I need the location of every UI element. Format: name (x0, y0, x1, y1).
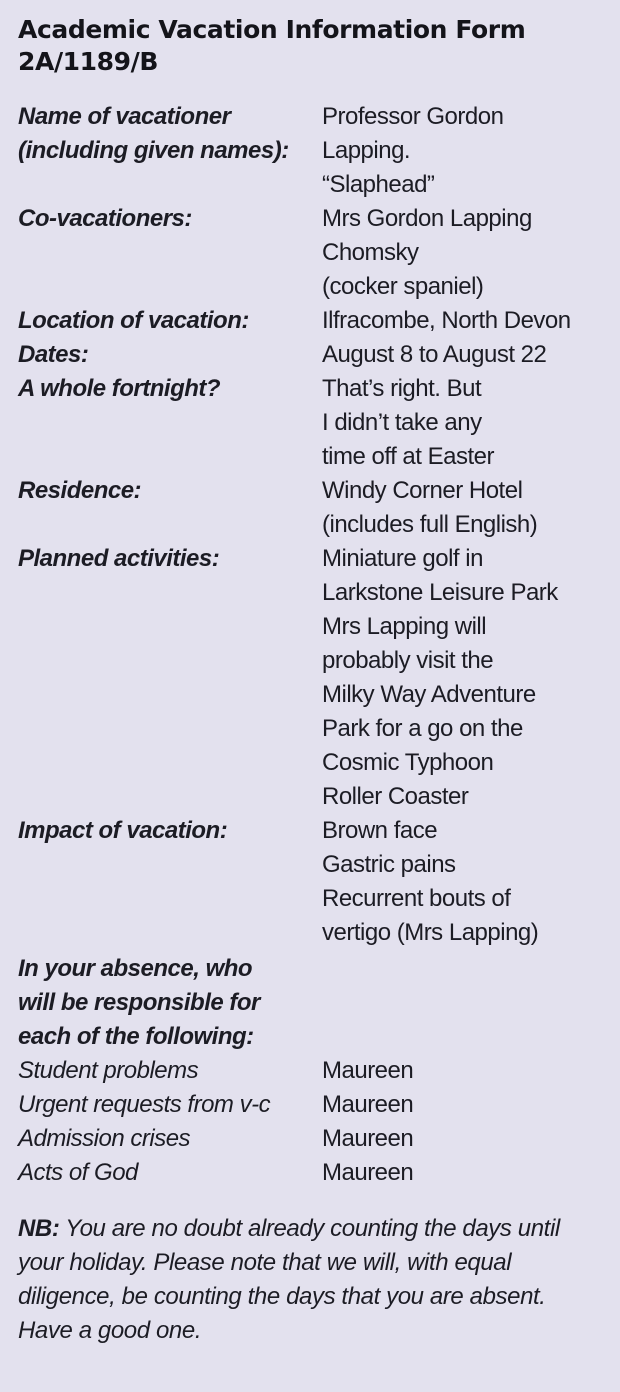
responsibility-person: Maureen (322, 1057, 414, 1084)
field-row-dates (18, 338, 606, 372)
responsibility-list (18, 1054, 606, 1190)
field-label: Residence: (18, 477, 142, 504)
field-label: Location of vacation: (18, 307, 249, 334)
responsibility-task: Student problems (18, 1057, 199, 1084)
field-value: Windy Corner Hotel (includes full English) (322, 477, 538, 538)
form-fields (18, 100, 606, 950)
field-label: Impact of vacation: (18, 817, 228, 844)
footnote (18, 1212, 606, 1348)
field-row-activities (18, 542, 606, 814)
footnote-text: You are no doubt already counting the days until your holiday. Please note that we will, with equal diligence, be counting the days that you are absent. Have a good one. (18, 1215, 560, 1344)
responsibility-person: Maureen (322, 1159, 414, 1186)
responsibility-task: Acts of God (18, 1159, 138, 1186)
field-label: Planned activities: (18, 545, 220, 572)
field-label: Dates: (18, 341, 89, 368)
responsibility-heading: In your absence, who will be responsible for each of the following: (18, 955, 260, 1050)
field-value: August 8 to August 22 (322, 341, 547, 368)
field-row-location (18, 304, 606, 338)
field-value: Professor Gordon Lapping. “Slaphead” (322, 103, 504, 198)
field-label: Name of vacationer (including given names): (18, 103, 289, 164)
field-row-name (18, 100, 606, 202)
responsibility-row (18, 1122, 606, 1156)
field-label: A whole fortnight? (18, 375, 221, 402)
field-value: That’s right. But I didn’t take any time off at Easter (322, 375, 494, 470)
responsibility-row (18, 1054, 606, 1088)
field-row-fortnight (18, 372, 606, 474)
responsibility-person: Maureen (322, 1125, 414, 1152)
responsibility-row (18, 1156, 606, 1190)
field-value: Mrs Gordon Lapping Chomsky (cocker spaniel) (322, 205, 532, 300)
responsibility-person: Maureen (322, 1091, 414, 1118)
responsibility-task: Urgent requests from v-c (18, 1091, 271, 1118)
form-code: 2A/1189/B (18, 47, 159, 76)
field-row-impact (18, 814, 606, 950)
field-label: Co-vacationers: (18, 205, 192, 232)
field-row-co-vacationers (18, 202, 606, 304)
field-value: Brown face Gastric pains Recurrent bouts of vertigo (Mrs Lapping) (322, 817, 539, 946)
responsibility-task: Admission crises (18, 1125, 191, 1152)
field-value: Miniature golf in Larkstone Leisure Park Mrs Lapping will probably visit the Milky Way Adventure Park for a go on the Cosmic Typhoon Roller Coaster (322, 545, 558, 810)
footnote-label: NB: (18, 1215, 60, 1242)
field-row-residence (18, 474, 606, 542)
field-value: Ilfracombe, North Devon (322, 307, 571, 334)
form-title (18, 14, 606, 78)
responsibility-row (18, 1088, 606, 1122)
form-title-text: Academic Vacation Information Form (18, 15, 526, 44)
